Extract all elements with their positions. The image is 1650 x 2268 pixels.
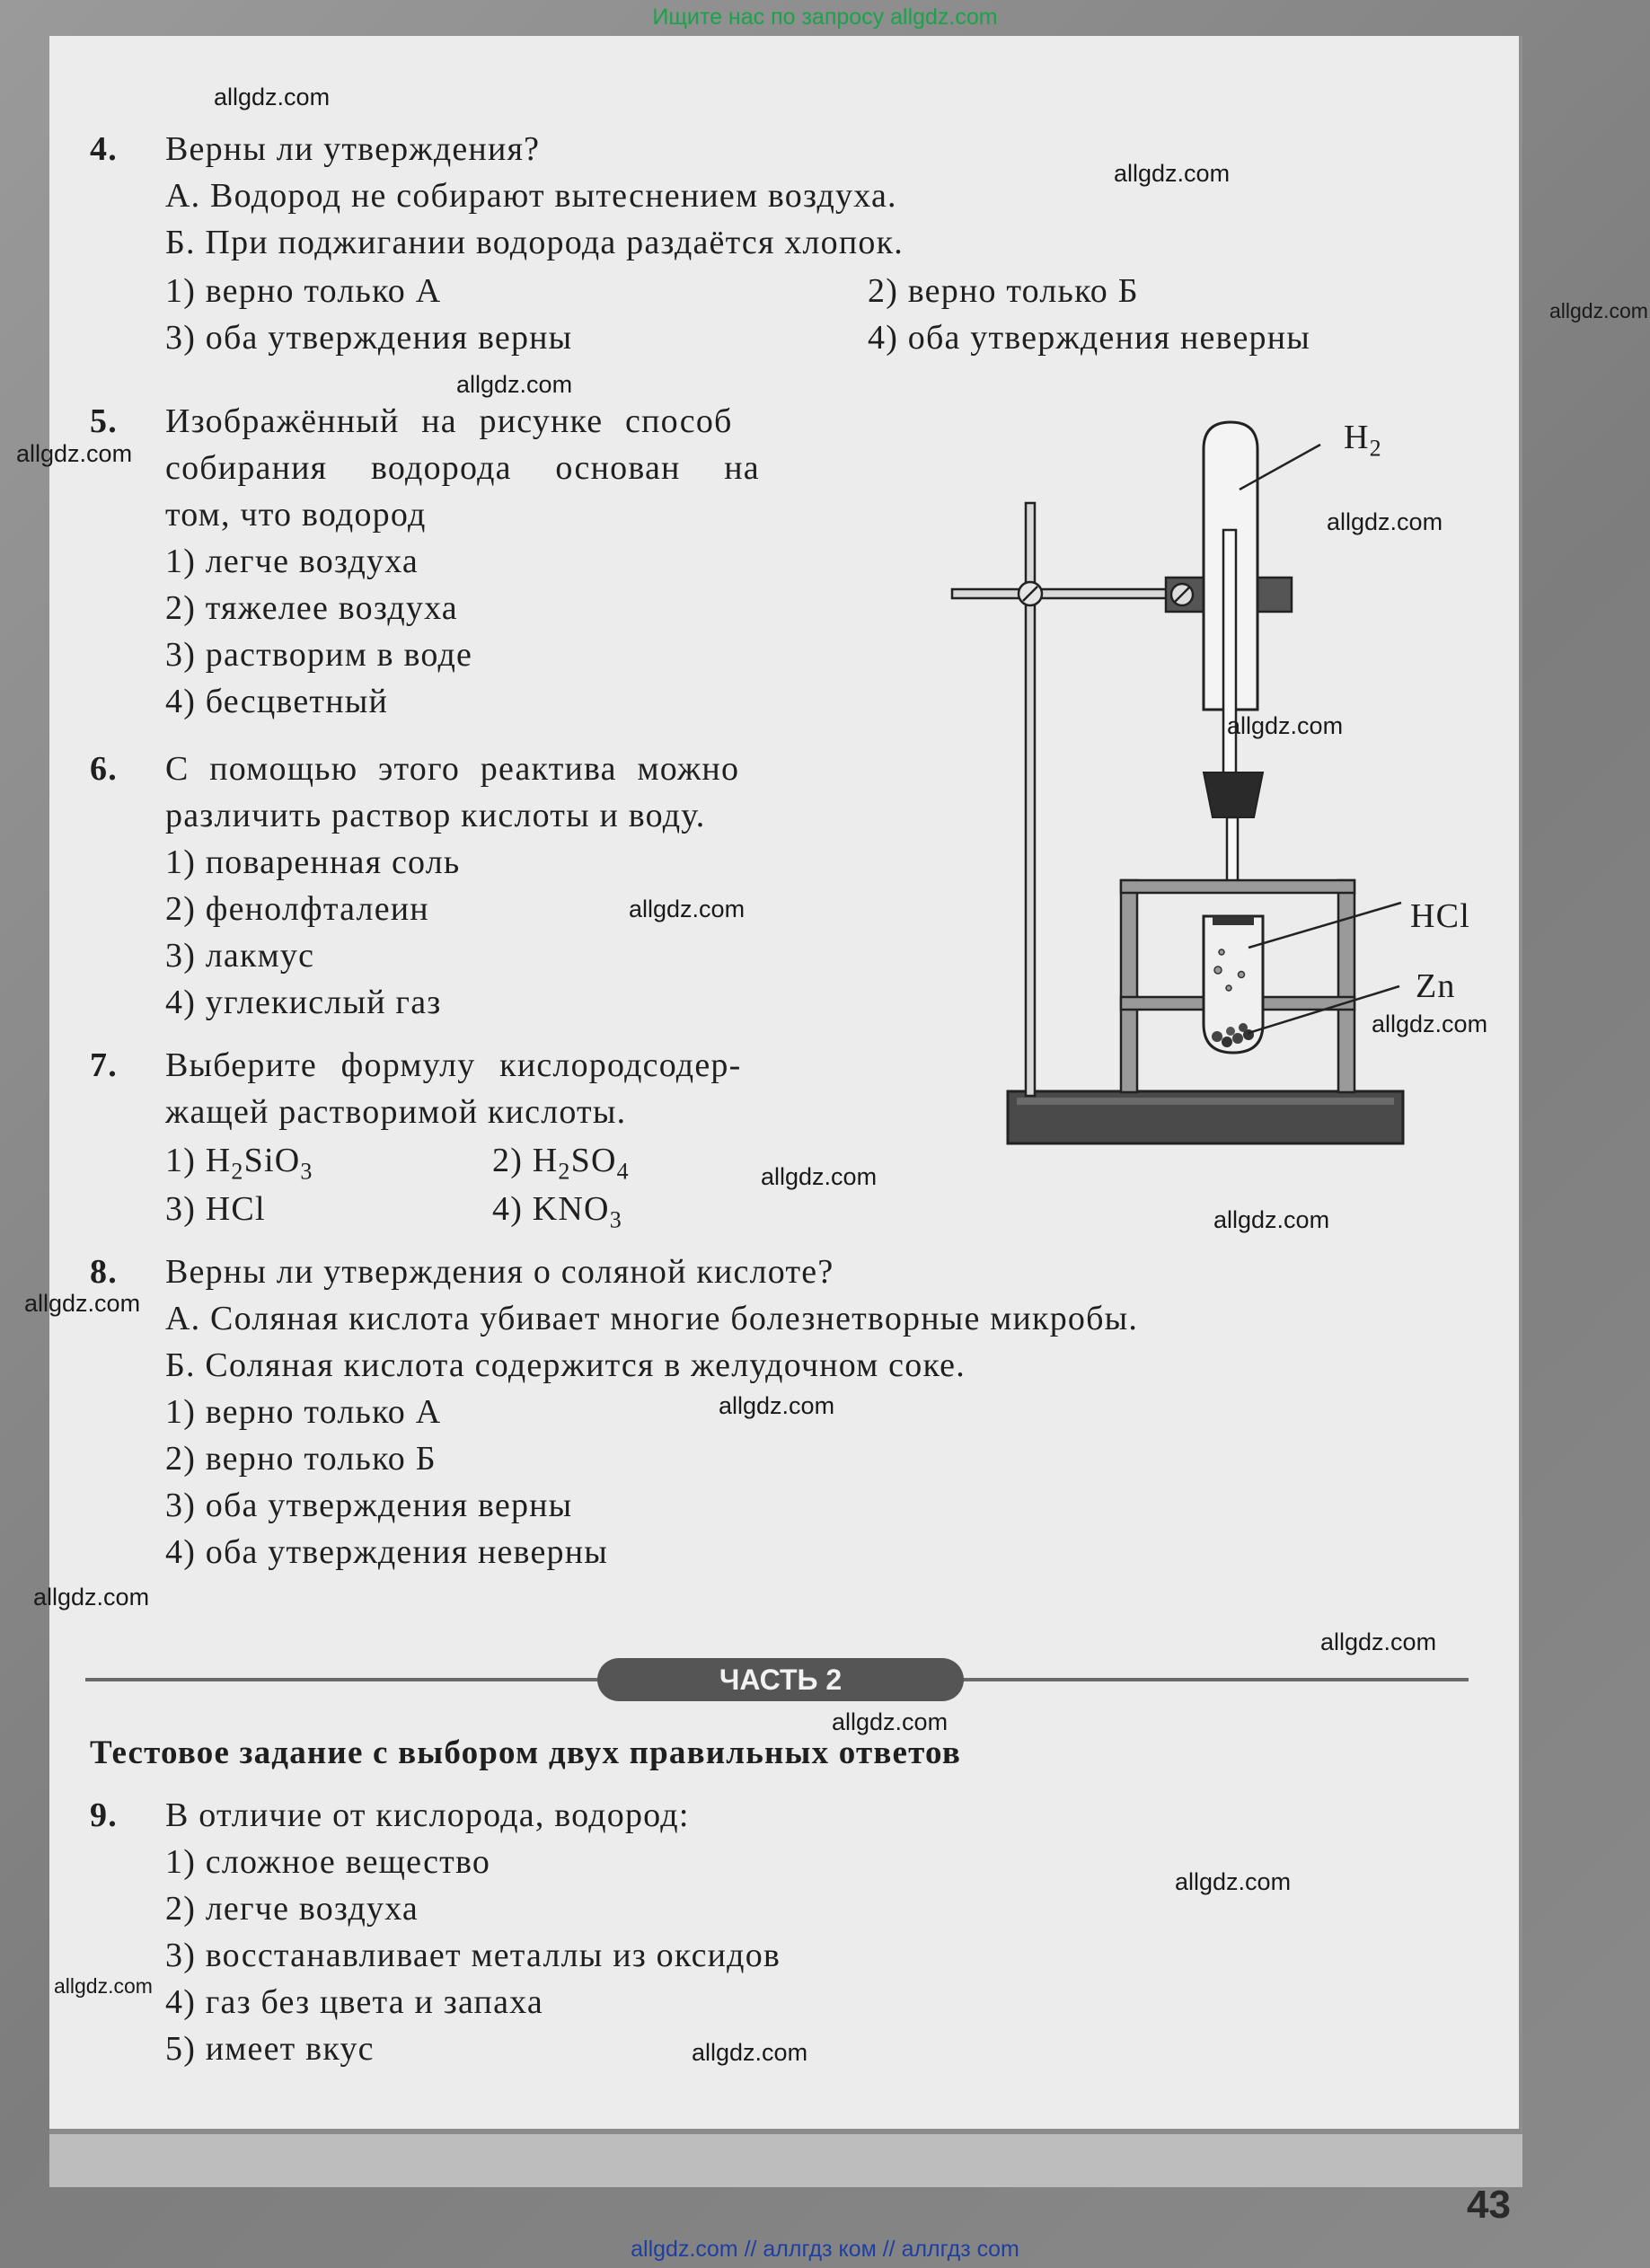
option-4: 4) оба утверждения неверны bbox=[868, 319, 1311, 357]
label-hcl: HCl bbox=[1410, 897, 1470, 935]
question-number: 8. bbox=[90, 1253, 118, 1291]
statement-a: А. Соляная кислота убивает многие болезнетворные микробы. bbox=[165, 1300, 1139, 1337]
watermark: allgdz.com bbox=[1549, 299, 1648, 322]
question-number: 6. bbox=[90, 750, 118, 788]
option-4: 4) бесцветный bbox=[165, 683, 388, 720]
watermark: allgdz.com bbox=[16, 440, 133, 467]
option-3: 3) HCl bbox=[165, 1190, 266, 1228]
question-text-line-1: Изображённый на рисунке способ bbox=[165, 402, 733, 440]
part-2-tab: ЧАСТЬ 2 bbox=[597, 1658, 964, 1701]
option-3: 3) оба утверждения верны bbox=[165, 319, 573, 357]
question-text-line-3: том, что водород bbox=[165, 496, 427, 534]
tube-rack-left bbox=[1121, 880, 1137, 1092]
question-text: Верны ли утверждения о соляной кислоте? bbox=[165, 1253, 834, 1291]
option-5: 5) имеет вкус bbox=[165, 2030, 375, 2068]
watermark: allgdz.com bbox=[629, 896, 746, 922]
option-4: 4) углекислый газ bbox=[165, 984, 442, 1021]
question-text: Верны ли утверждения? bbox=[165, 130, 541, 168]
watermark: allgdz.com bbox=[1227, 712, 1344, 739]
question-number: 7. bbox=[90, 1046, 118, 1084]
watermark: allgdz.com bbox=[1114, 160, 1231, 187]
watermark: allgdz.com bbox=[54, 1974, 153, 1998]
option-4: 4) $KNO_3$ bbox=[492, 1190, 622, 1233]
bottom-banner[interactable]: allgdz.com // аллгдз ком // аллгдз com bbox=[631, 2237, 1019, 2262]
label-h2: $H_2$ bbox=[1344, 419, 1382, 462]
option-2: 2) верно только Б bbox=[868, 272, 1139, 310]
watermark: allgdz.com bbox=[1327, 508, 1443, 535]
part-2-heading: Тестовое задание с выбором двух правильных ответов bbox=[90, 1734, 962, 1771]
watermark: allgdz.com bbox=[719, 1392, 835, 1419]
question-number: 9. bbox=[90, 1796, 118, 1834]
option-3: 3) оба утверждения верны bbox=[165, 1487, 573, 1524]
stand-base-top bbox=[1017, 1098, 1394, 1105]
option-2: 2) тяжелее воздуха bbox=[165, 589, 458, 627]
option-1: 1) сложное вещество bbox=[165, 1843, 491, 1881]
watermark: allgdz.com bbox=[692, 2039, 808, 2066]
watermark: allgdz.com bbox=[1175, 1868, 1292, 1895]
option-2: 2) фенолфталеин bbox=[165, 890, 429, 928]
question-number: 4. bbox=[90, 130, 118, 168]
option-1: 1) $H_2SiO_3$ bbox=[165, 1142, 313, 1185]
option-1: 1) легче воздуха bbox=[165, 543, 419, 580]
clamp-arm bbox=[952, 589, 1186, 598]
statement-a: А. Водород не собирают вытеснением воздуха. bbox=[165, 177, 897, 215]
watermark: allgdz.com bbox=[24, 1290, 141, 1317]
watermark: allgdz.com bbox=[1320, 1628, 1437, 1655]
option-1: 1) верно только А bbox=[165, 272, 442, 310]
watermark: allgdz.com bbox=[1372, 1010, 1488, 1037]
question-text-line-1: С помощью этого реактива можно bbox=[165, 750, 740, 788]
question-text-line-2: различить раствор кислоты и воду. bbox=[165, 797, 706, 834]
watermark: allgdz.com bbox=[832, 1708, 949, 1735]
question-text-line-1: Выберите формулу кислородсодер- bbox=[165, 1046, 742, 1084]
option-3: 3) лакмус bbox=[165, 937, 315, 975]
label-zn: Zn bbox=[1416, 967, 1456, 1005]
tube-rack-top bbox=[1121, 880, 1354, 893]
delivery-tube bbox=[1223, 530, 1236, 799]
option-3: 3) восстанавливает металлы из оксидов bbox=[165, 1937, 781, 1974]
watermark: allgdz.com bbox=[1213, 1206, 1330, 1233]
question-number: 5. bbox=[90, 402, 118, 440]
option-2: 2) легче воздуха bbox=[165, 1890, 419, 1928]
page-number: 43 bbox=[1467, 2183, 1511, 2227]
option-1: 1) поваренная соль bbox=[165, 843, 461, 881]
option-4: 4) газ без цвета и запаха bbox=[165, 1983, 543, 2021]
page-bottom-strip bbox=[49, 2134, 1522, 2187]
option-2: 2) верно только Б bbox=[165, 1440, 437, 1478]
option-3: 3) растворим в воде bbox=[165, 636, 473, 674]
option-2: 2) $H_2SO_4$ bbox=[492, 1142, 630, 1185]
watermark: allgdz.com bbox=[761, 1163, 878, 1190]
option-4: 4) оба утверждения неверны bbox=[165, 1533, 609, 1571]
question-text-line-2: собирания водорода основан на bbox=[165, 449, 760, 487]
tube-rack-right bbox=[1338, 880, 1354, 1092]
option-1: 1) верно только А bbox=[165, 1393, 442, 1431]
statement-b: Б. При поджигании водорода раздаётся хлопок. bbox=[165, 224, 904, 261]
watermark: allgdz.com bbox=[456, 371, 573, 398]
top-banner[interactable]: Ищите нас по запросу allgdz.com bbox=[652, 4, 998, 30]
statement-b: Б. Соляная кислота содержится в желудочном соке. bbox=[165, 1346, 966, 1384]
question-text-line-2: жащей растворимой кислоты. bbox=[165, 1093, 627, 1131]
stopper bbox=[1204, 772, 1263, 817]
watermark: allgdz.com bbox=[33, 1584, 150, 1611]
question-text: В отличие от кислорода, водород: bbox=[165, 1796, 690, 1834]
watermark: allgdz.com bbox=[214, 84, 331, 110]
